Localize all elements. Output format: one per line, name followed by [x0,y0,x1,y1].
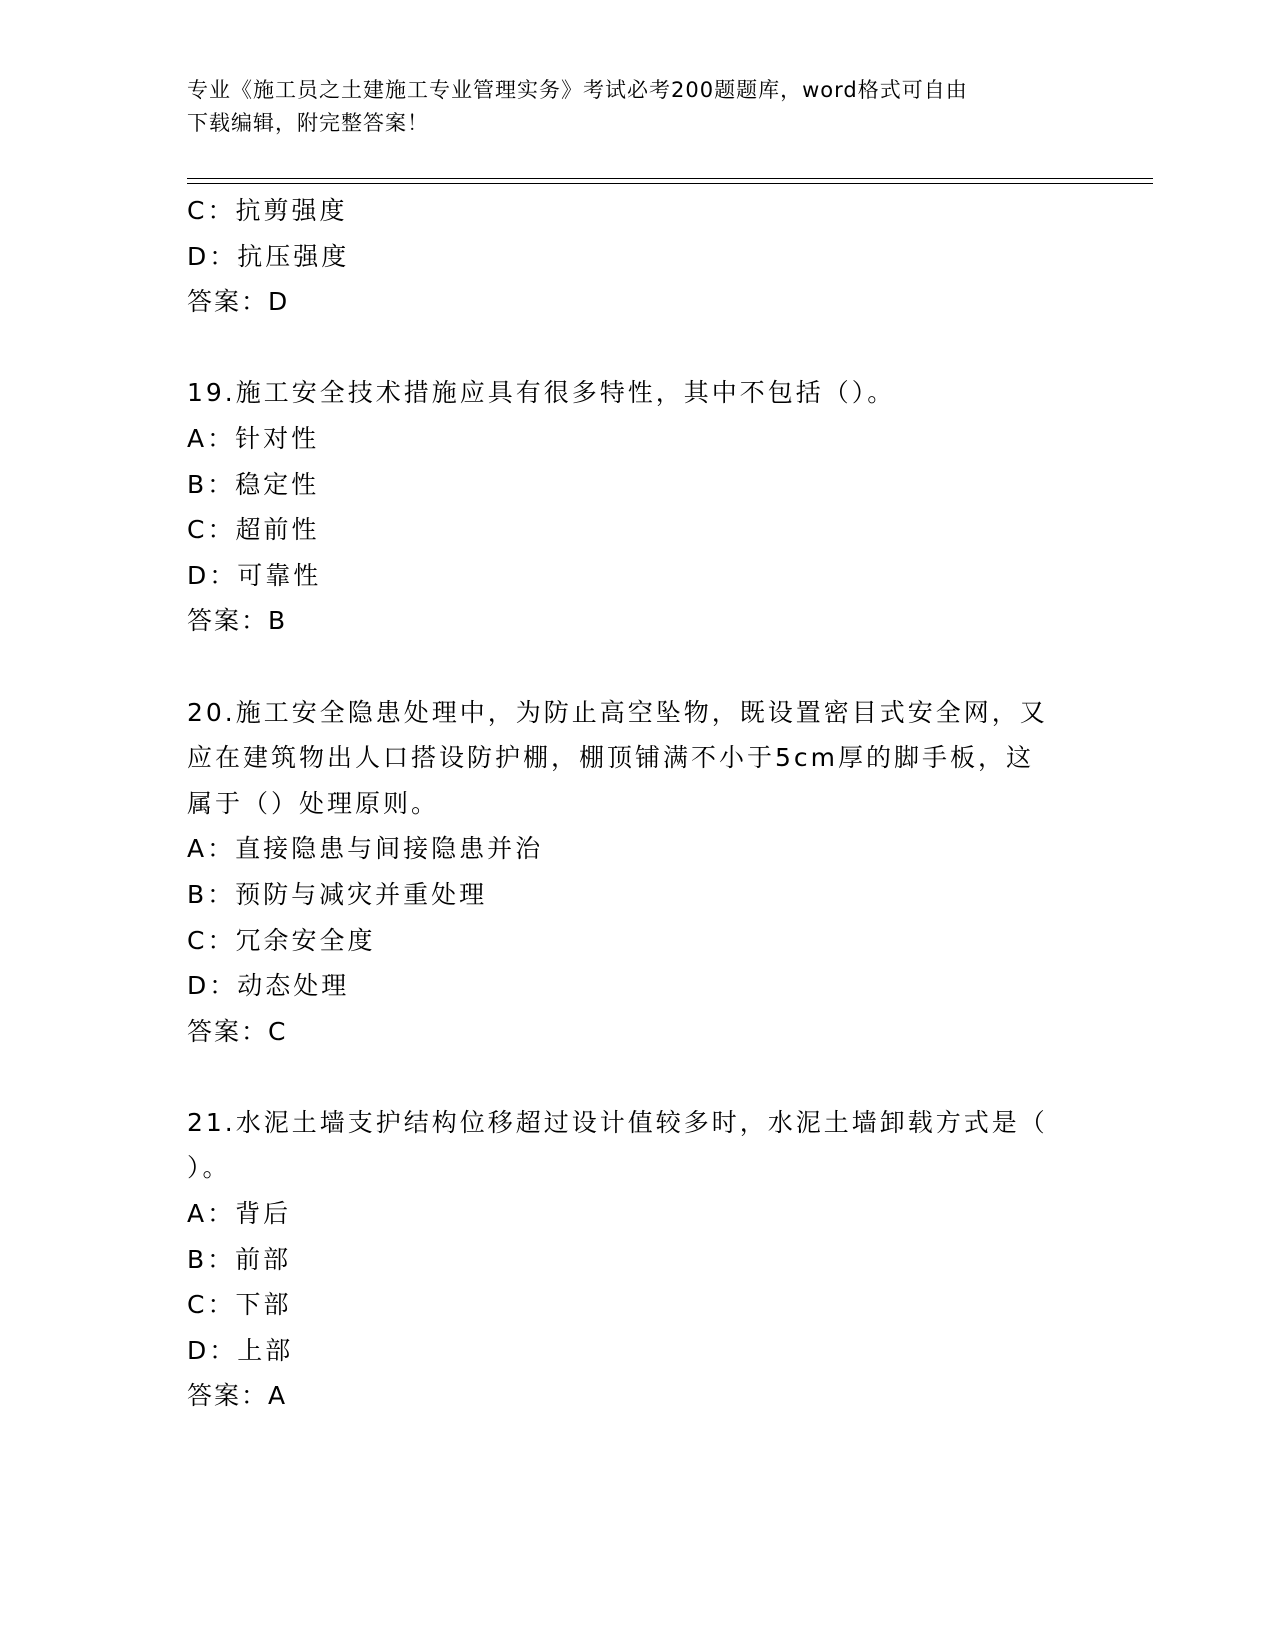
option-a: A：背后 [187,1199,292,1229]
question-20 [187,690,1077,1055]
spacer [187,325,1077,371]
header-line-1: 专业《施工员之土建施工专业管理实务》考试必考200题题库，word格式可自由 [187,78,968,102]
document-header [187,74,1067,140]
question-text-line-1: 20.施工安全隐患处理中，为防止高空坠物，既设置密目式安全网，又 [187,697,1048,727]
question-text-line-2: 应在建筑物出人口搭设防护棚，棚顶铺满不小于5cm厚的脚手板，这 [187,743,1035,773]
question-21 [187,1100,1077,1419]
option-b: B：稳定性 [187,469,320,499]
question-text-line-2: ）。 [187,1153,231,1183]
question-list [187,188,1077,1419]
question-text: 19.施工安全技术措施应具有很多特性，其中不包括（）。 [187,378,896,408]
option-c: C：超前性 [187,515,320,545]
spacer [187,1054,1077,1100]
question-19 [187,370,1077,644]
option-a: A：直接隐患与间接隐患并治 [187,834,544,864]
header-line-2: 下载编辑，附完整答案！ [187,111,429,135]
question-text-line-3: 属于（）处理原则。 [187,788,440,818]
header-divider-bottom [187,183,1153,184]
option-d: D：动态处理 [187,971,350,1001]
header-divider-top [187,178,1153,179]
question-text-line-1: 21.水泥土墙支护结构位移超过设计值较多时，水泥土墙卸载方式是（ [187,1107,1048,1137]
option-d: D：上部 [187,1335,294,1365]
answer-line: 答案：C [187,1016,288,1046]
option-d: D：可靠性 [187,560,322,590]
answer-line: 答案：A [187,1381,288,1411]
option-c: C：抗剪强度 [187,196,348,225]
question-fragment-18 [187,188,1077,325]
option-a: A：针对性 [187,423,320,453]
answer-line: 答案：D [187,287,290,317]
option-b: B：前部 [187,1244,292,1274]
option-d: D：抗压强度 [187,241,350,271]
option-c: C：冗余安全度 [187,925,376,955]
option-b: B：预防与减灾并重处理 [187,879,488,909]
spacer [187,644,1077,690]
option-c: C：下部 [187,1290,292,1320]
answer-line: 答案：B [187,606,288,636]
